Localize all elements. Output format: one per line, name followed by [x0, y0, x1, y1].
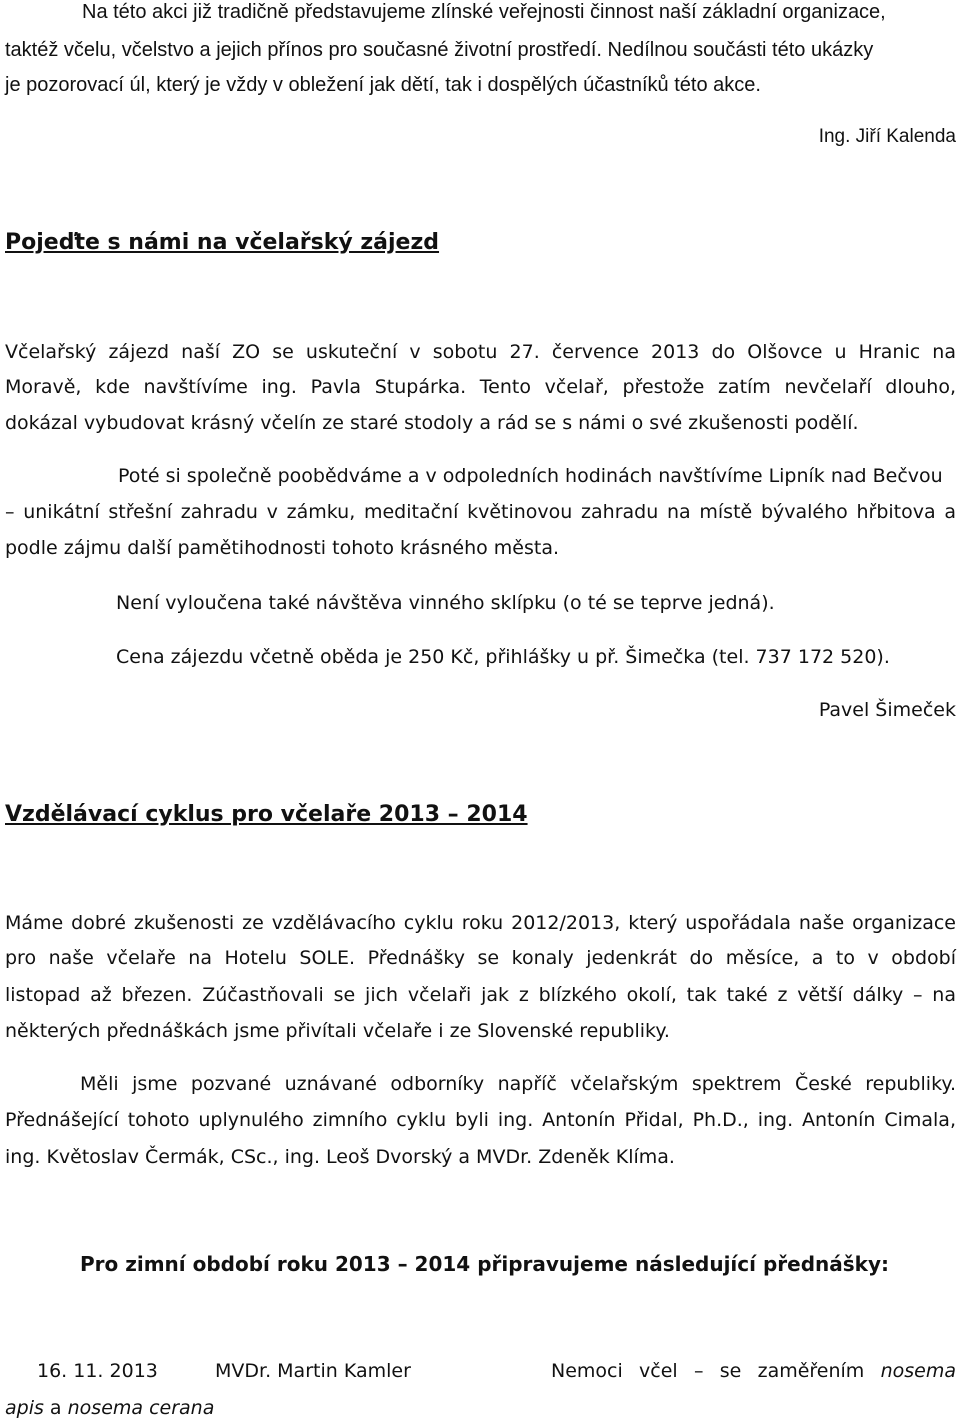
intro-line-1: Na této akci již tradičně představujeme zlínské veřejnosti činnost naší základní organizace,	[82, 1, 886, 23]
education-heading: Vzdělávací cyklus pro včelaře 2013 – 2014	[5, 802, 528, 827]
education-p2-line-1: Měli jsme pozvané uznávané odborníky napříč včelařským spektrem České republiky.	[80, 1073, 956, 1095]
trip-p1-line-1: Včelařský zájezd naší ZO se uskuteční v sobotu 27. července 2013 do Olšovce u Hranic na	[5, 341, 956, 363]
education-p1-line-3: listopad až březen. Zúčastňovali se jich včelaři jak z blízkého okolí, tak také z větší dálky – na	[5, 984, 956, 1006]
education-p2-line-2: Přednášející tohoto uplynulého zimního cyklu byli ing. Antonín Přidal, Ph.D., ing. Antonín Cimala,	[5, 1109, 956, 1131]
education-p1-line-1: Máme dobré zkušenosti ze vzdělávacího cyklu roku 2012/2013, který uspořádala naše organizace	[5, 912, 956, 934]
trip-p1-line-3: dokázal vybudovat krásný včelín ze staré stodoly a rád se s námi o své zkušenosti podělí.	[5, 412, 859, 434]
education-p2-line-3: ing. Květoslav Čermák, CSc., ing. Leoš Dvorský a MVDr. Zdeněk Klíma.	[5, 1146, 675, 1168]
trip-p3: Není vyloučena také návštěva vinného sklípku (o té se teprve jedná).	[116, 592, 775, 614]
lecture-topic-continued	[5, 1396, 214, 1420]
lectures-heading: Pro zimní období roku 2013 – 2014 připravujeme následující přednášky:	[80, 1252, 889, 1276]
trip-signature: Pavel Šimeček	[818, 699, 956, 721]
lecture-topic	[551, 1359, 956, 1383]
intro-line-2: taktéž včelu, včelstvo a jejich přínos pro současné životní prostředí. Nedílnou součásti této ukázky	[5, 39, 874, 61]
lecture-topic-conj: a	[43, 1397, 68, 1419]
lecture-topic-italic-3: nosema cerana	[67, 1397, 215, 1419]
trip-heading: Pojeďte s námi na včelařský zájezd	[5, 230, 440, 255]
lecture-speaker: MVDr. Martin Kamler	[215, 1360, 411, 1382]
lecture-date: 16. 11. 2013	[37, 1360, 158, 1382]
trip-p2-line-1: Poté si společně poobědváme a v odpoledních hodinách navštívíme Lipník nad Bečvou	[118, 465, 943, 487]
trip-p2-line-3: podle zájmu další pamětihodnosti tohoto krásného města.	[5, 537, 560, 559]
intro-signature: Ing. Jiří Kalenda	[818, 126, 956, 147]
intro-line-3: je pozorovací úl, který je vždy v obležení jak dětí, tak i dospělých účastníků této akce.	[5, 74, 761, 96]
lecture-topic-prefix: Nemoci včel – se zaměřením	[551, 1360, 881, 1382]
education-p1-line-2: pro naše včelaře na Hotelu SOLE. Přednášky se konaly jedenkrát do měsíce, a to v období	[5, 947, 956, 969]
lecture-topic-italic-2: apis	[5, 1397, 44, 1419]
trip-p4: Cena zájezdu včetně oběda je 250 Kč, přihlášky u př. Šimečka (tel. 737 172 520).	[116, 646, 890, 668]
lecture-topic-italic-1: nosema	[880, 1360, 956, 1382]
education-p1-line-4: některých přednáškách jsme přivítali včelaře i ze Slovenské republiky.	[5, 1020, 670, 1042]
trip-p2-line-2: – unikátní střešní zahradu v zámku, meditační květinovou zahradu na místě bývalého hřbitova a	[5, 501, 956, 523]
trip-p1-line-2: Moravě, kde navštívíme ing. Pavla Stupárka. Tento včelař, přestože zatím nevčelaří dlouho,	[5, 376, 956, 398]
